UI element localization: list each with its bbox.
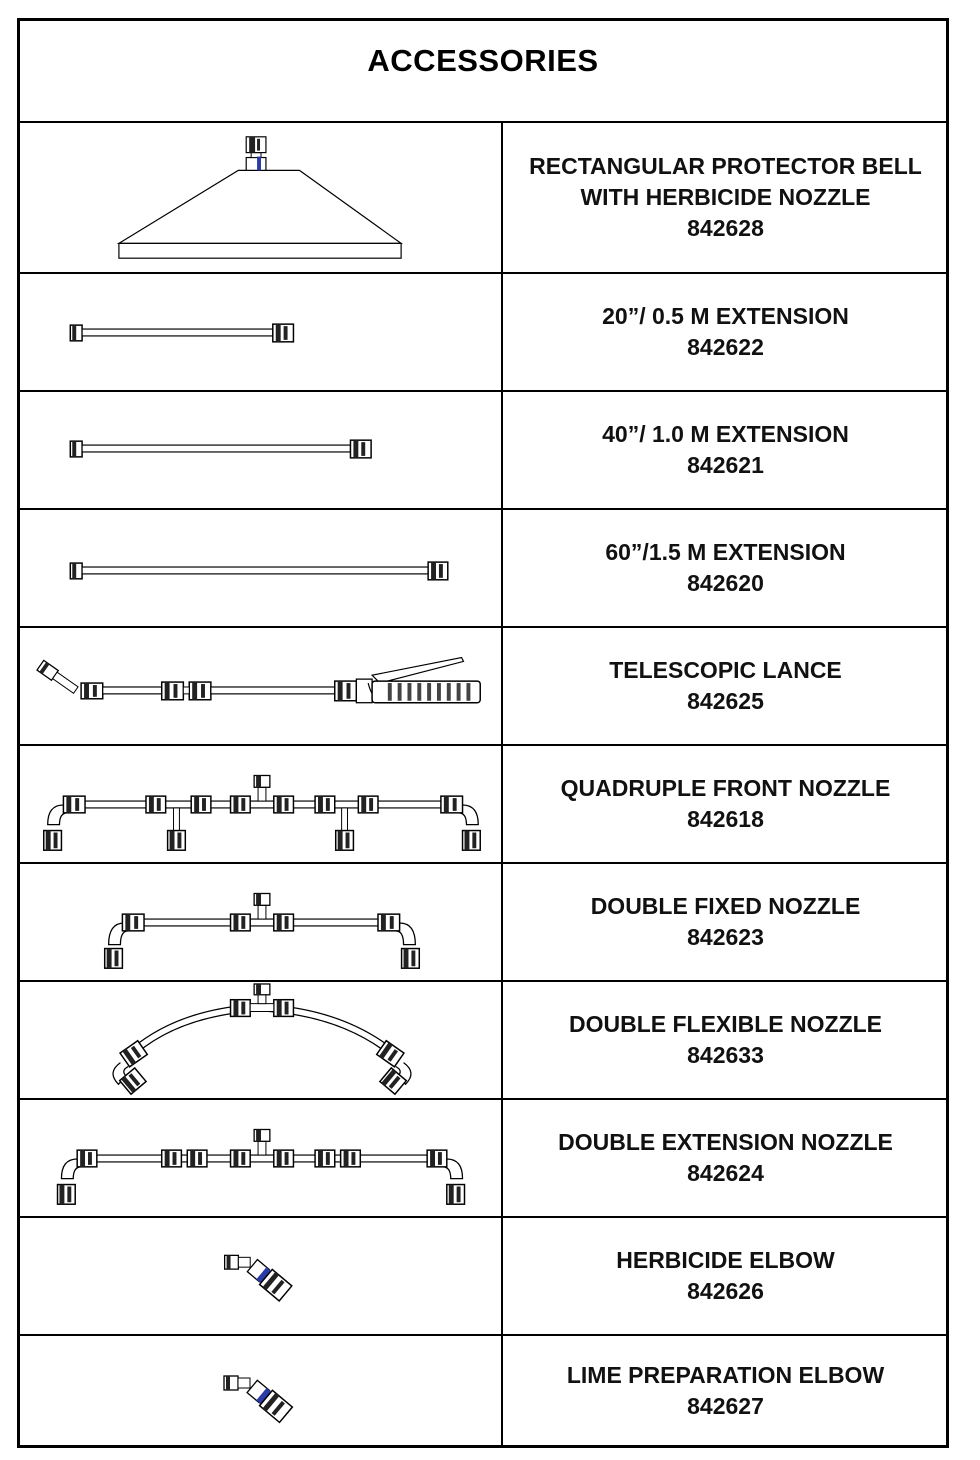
accessory-image xyxy=(20,628,503,744)
accessory-row xyxy=(20,392,946,510)
accessory-row xyxy=(20,864,946,982)
extension-medium-icon xyxy=(20,392,503,508)
telescopic-lance-icon xyxy=(20,628,503,744)
accessory-image xyxy=(20,1100,503,1216)
accessory-description xyxy=(505,1336,946,1445)
accessory-description xyxy=(505,274,946,390)
accessory-code: 842621 xyxy=(687,452,764,478)
accessory-name: DOUBLE EXTENSION NOZZLE xyxy=(558,1129,893,1155)
accessory-code: 842623 xyxy=(687,924,764,950)
accessory-row xyxy=(20,982,946,1100)
accessory-code: 842618 xyxy=(687,806,764,832)
accessory-description xyxy=(505,510,946,626)
accessory-image xyxy=(20,1218,503,1334)
accessory-image xyxy=(20,510,503,626)
accessory-code: 842620 xyxy=(687,570,764,596)
accessory-description xyxy=(505,628,946,744)
accessory-name: 40”/ 1.0 M EXTENSION xyxy=(602,421,849,447)
accessory-name: 20”/ 0.5 M EXTENSION xyxy=(602,303,849,329)
accessory-name: LIME PREPARATION ELBOW xyxy=(566,1361,885,1388)
double-flexible-nozzle-icon xyxy=(20,982,503,1098)
accessory-name: 60”/1.5 M EXTENSION xyxy=(605,539,846,565)
accessory-image xyxy=(20,274,503,390)
accessory-description xyxy=(505,982,946,1098)
accessory-code: 842626 xyxy=(687,1278,764,1304)
herbicide-elbow-icon xyxy=(20,1218,503,1334)
accessory-code: 842622 xyxy=(687,334,764,360)
double-extension-nozzle-icon xyxy=(20,1100,503,1216)
accessory-image xyxy=(20,746,503,862)
accessory-description xyxy=(505,123,946,272)
accessory-row xyxy=(20,274,946,392)
accessory-code: 842633 xyxy=(687,1042,764,1068)
accessory-code: 842625 xyxy=(687,688,764,714)
accessory-name: DOUBLE FLEXIBLE NOZZLE xyxy=(568,1011,883,1037)
accessory-image xyxy=(20,864,503,980)
accessory-description xyxy=(505,746,946,862)
accessory-row xyxy=(20,1100,946,1218)
accessory-row xyxy=(20,510,946,628)
accessory-description xyxy=(505,864,946,980)
double-fixed-nozzle-icon xyxy=(20,864,503,980)
accessory-row xyxy=(20,123,946,274)
protector-bell-icon xyxy=(20,123,503,272)
page-title: ACCESSORIES xyxy=(367,43,599,78)
accessories-sheet xyxy=(17,18,949,1448)
accessory-name: RECTANGULAR PROTECTOR BELL xyxy=(529,153,922,179)
extension-long-icon xyxy=(20,510,503,626)
accessory-row xyxy=(20,628,946,746)
title-row xyxy=(20,21,946,123)
accessory-row xyxy=(20,1336,946,1445)
accessory-description xyxy=(505,392,946,508)
accessory-name: HERBICIDE ELBOW xyxy=(616,1247,835,1273)
accessory-description xyxy=(505,1218,946,1334)
accessory-image xyxy=(20,1336,503,1445)
accessory-image xyxy=(20,982,503,1098)
extension-short-icon xyxy=(20,274,503,390)
accessory-row xyxy=(20,746,946,864)
accessory-name: WITH HERBICIDE NOZZLE xyxy=(580,184,871,210)
accessory-description xyxy=(505,1100,946,1216)
quadruple-nozzle-icon xyxy=(20,746,503,862)
accessory-name: DOUBLE FIXED NOZZLE xyxy=(590,893,861,919)
accessory-row xyxy=(20,1218,946,1336)
accessory-code: 842628 xyxy=(687,215,764,241)
accessory-image xyxy=(20,392,503,508)
accessory-code: 842624 xyxy=(687,1160,764,1186)
accessory-name: QUADRUPLE FRONT NOZZLE xyxy=(560,775,891,801)
lime-elbow-icon xyxy=(20,1336,503,1445)
accessory-name: TELESCOPIC LANCE xyxy=(609,657,842,683)
accessory-image xyxy=(20,123,503,272)
accessory-code: 842627 xyxy=(687,1392,764,1419)
